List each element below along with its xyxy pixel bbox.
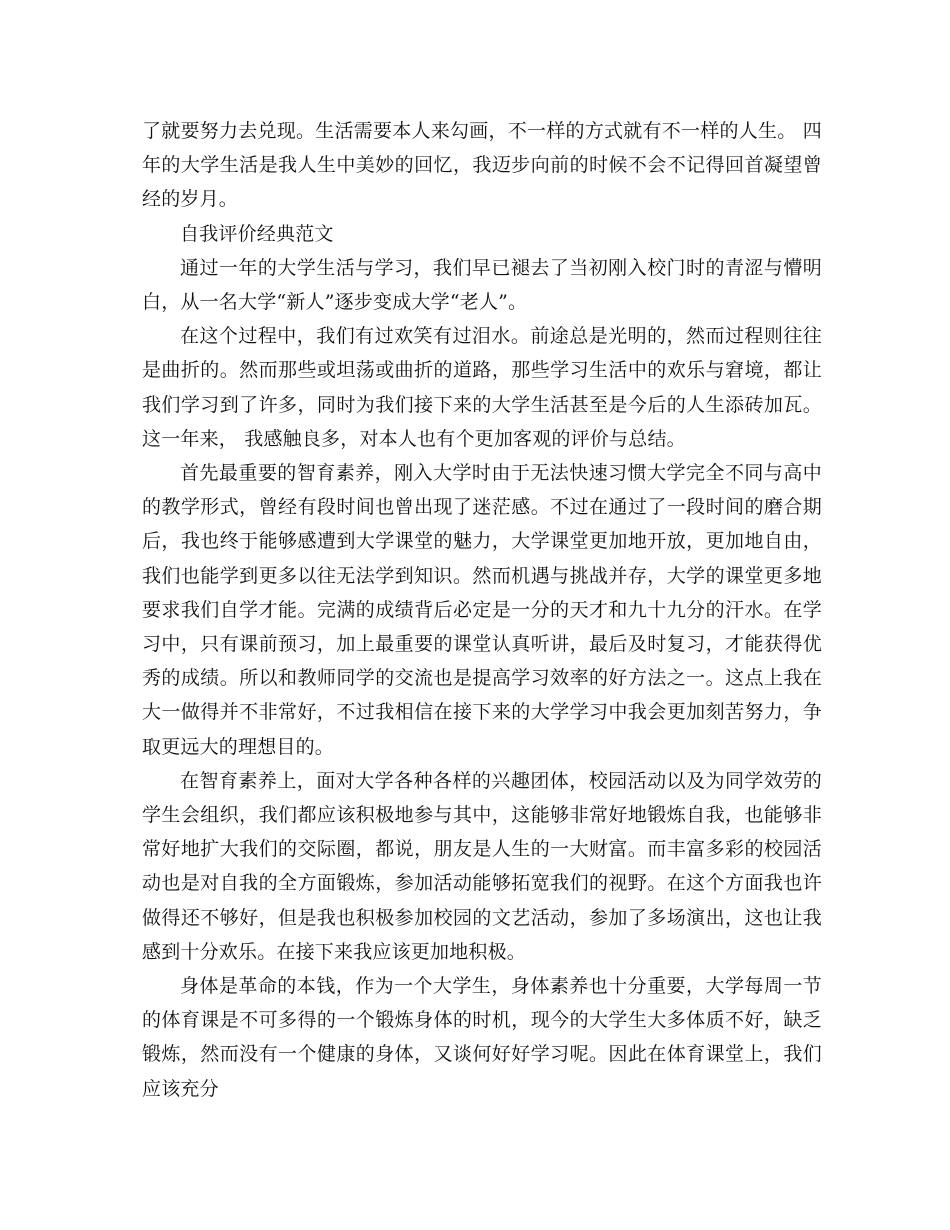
paragraph: 通过一年的大学生活与学习，我们早已褪去了当初刚入校门时的青涩与懵明白，从一名大学“新人”逐步变成大学“老人”。 (142, 256, 822, 314)
paragraph: 在这个过程中，我们有过欢笑有过泪水。前途总是光明的，然而过程则往往是曲折的。然而那些或坦荡或曲折的道路，那些学习生活中的欢乐与窘境，都让我们学习到了许多，同时为我们接下来的大学生活甚至是今后的人生添砖加瓦。这一年来， 我感触良多，对本人也有个更加客观的评价与总结。 (142, 325, 822, 450)
paragraph: 了就要努力去兑现。生活需要本人来勾画，不一样的方式就有不一样的人生。 四年的大学生活是我人生中美妙的回忆，我迈步向前的时候不会不记得回首凝望曾经的岁月。 (142, 120, 822, 211)
paragraph: 在智育素养上，面对大学各种各样的兴趣团体，校园活动以及为同学效劳的学生会组织，我们都应该积极地参与其中，这能够非常好地锻炼自我，也能够非常好地扩大我们的交际圈，都说，朋友是人生的一大财富。而丰富多彩的校园活动也是对自我的全方面锻炼，参加活动能够拓宽我们的视野。在这个方面我也许做得还不够好，但是我也积极参加校园的文艺活动，参加了多场演出，这也让我感到十分欢乐。在接下来我应该更加地积极。 (142, 769, 822, 963)
document-body (142, 114, 822, 1106)
section-heading: 自我评价经典范文 (180, 222, 334, 245)
paragraph: 身体是革命的本钱，作为一个大学生，身体素养也十分重要，大学每周一节的体育课是不可多得的一个锻炼身体的时机，现今的大学生大多体质不好，缺乏锻炼，然而没有一个健康的身体，又谈何好好学习呢。因此在体育课堂上，我们应该充分 (142, 975, 822, 1100)
paragraph: 首先最重要的智育素养，刚入大学时由于无法快速习惯大学完全不同与高中的教学形式，曾经有段时间也曾出现了迷茫感。不过在通过了一段时间的磨合期后，我也终于能够感遭到大学课堂的魅力，大学课堂更加地开放，更加地自由，我们也能学到更多以往无法学到知识。然而机遇与挑战并存，大学的课堂更多地要求我们自学才能。完满的成绩背后必定是一分的天才和九十九分的汗水。在学习中，只有课前预习，加上最重要的课堂认真听讲，最后及时复习，才能获得优秀的成绩。所以和教师同学的交流也是提高学习效率的好方法之一。这点上我在大一做得并不非常好，不过我相信在接下来的大学学习中我会更加刻苦努力，争取更远大的理想目的。 (142, 462, 822, 758)
